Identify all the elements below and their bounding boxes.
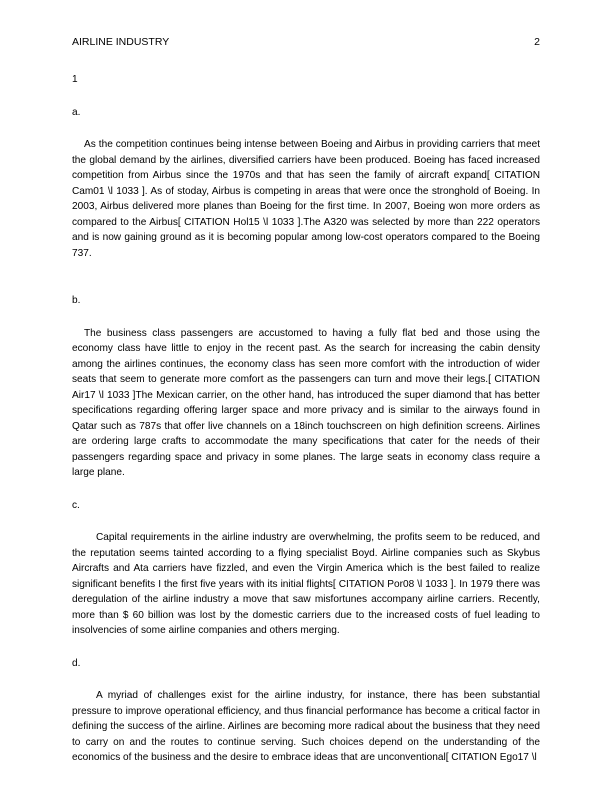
page-header: [72, 36, 540, 50]
running-head: AIRLINE INDUSTRY: [72, 36, 170, 48]
page-number: 2: [534, 36, 540, 48]
section-b-paragraph: The business class passengers are accustomed to having a fully flat bed and those using the economy class have little to enjoy in the recent past. As the search for increasing the cabin density among the airlines continues, the economy class has seen more comfort with the introduction of wider seats that seem to generate more comfort as the passengers can turn and move their legs.[ CITATION Air17 \l 1033 ]The Mexican carrier, on the other hand, has introduced the super diamond that has better specifications regarding offering larger space and more privacy and is similar to the airways found in Qatar such as 787s that offer live channels on a 18inch touchscreen on high definition screens. Airlines are ordering large crafts to accommodate the many specifications that cater for the needs of their passengers regarding space and privacy in some planes. The large seats in economy class require a large plane.: [72, 327, 540, 478]
section-d-label: d.: [72, 657, 81, 669]
question-number: 1: [72, 74, 78, 85]
section-c-paragraph: Capital requirements in the airline industry are overwhelming, the profits seem to be reduced, and the reputation seems tainted according to a flying specialist Boyd. Airline companies such as Skybus Aircrafts and Ata carriers have fizzled, and even the Virgin America which is the best failed to realize significant benefits I the first five years with its initial flights[ CITATION Por08 \l 1033 ]. In 1979 there was deregulation of the airline industry a move that saw misfortunes accompany airline carriers. Recently, more than $ 60 billion was lost by the domestic carriers due to the increased costs of fuel leading to insolvencies of some airline companies and others merging.: [72, 532, 540, 636]
document-body: [72, 72, 540, 766]
section-b-label: b.: [72, 295, 81, 306]
section-c-label: c.: [72, 499, 80, 511]
section-a-paragraph: As the competition continues being intense between Boeing and Airbus in providing carriers that meet the global demand by the airlines, diversified carriers have been produced. Boeing has faced increased competition from Airbus since the 1970s and that has seen the family of aircraft expand[ CITATION Cam01 \l 1033 ]. As of stoday, Airbus is competing in areas that were once the stronghold of Boeing. In 2003, Airbus delivered more planes than Boeing for the first time. In 2007, Boeing won more orders as compared to the Airbus[ CITATION Hol15 \l 1033 ].The A320 was selected by more than 222 operators and is now gaining ground as it is becoming popular among low-cost operators compared to the Boeing 737.: [72, 139, 540, 259]
section-d-paragraph: A myriad of challenges exist for the airline industry, for instance, there has been substantial pressure to improve operational efficiency, and thus financial performance has become a critical factor in defining the success of the airline. Airlines are becoming more radical about the business that they need to carry on and the routes to continue serving. Such choices depend on the understanding of the economics of the business and the desire to embrace ideas that are unconventional[ CITATION Ego17 \l: [72, 690, 540, 763]
section-a-label: a.: [72, 106, 81, 118]
